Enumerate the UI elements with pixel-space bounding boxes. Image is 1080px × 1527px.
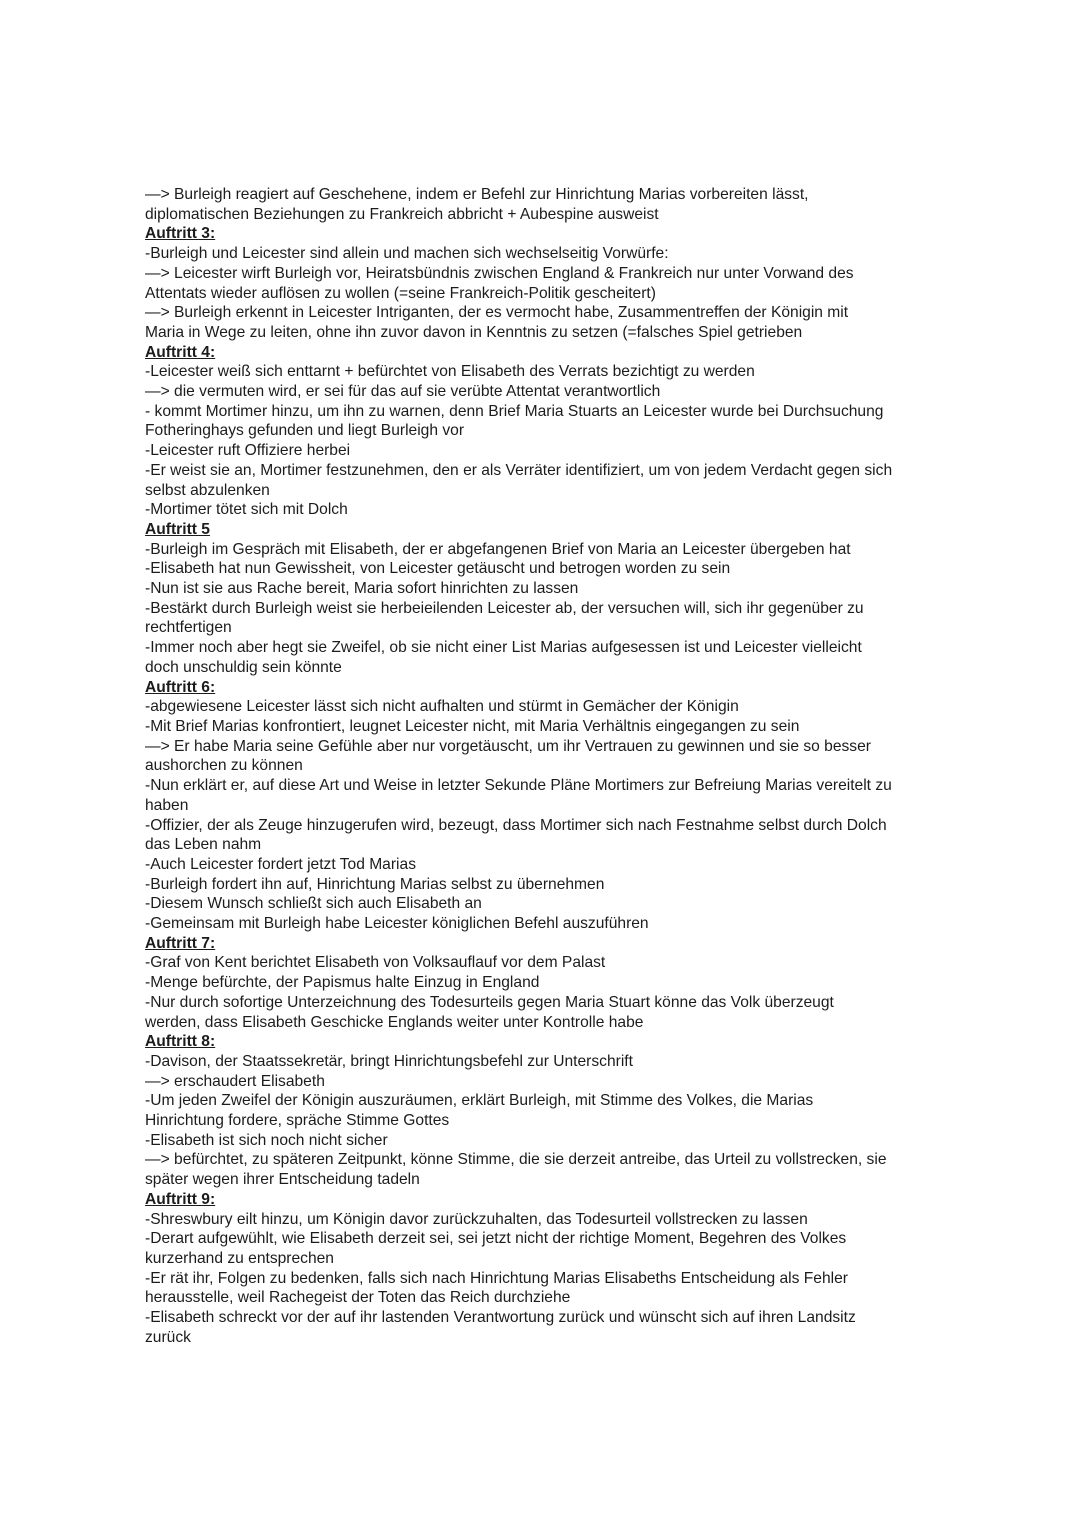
text-line: -Auch Leicester fordert jetzt Tod Marias [145, 855, 416, 873]
text-line: -Mit Brief Marias konfrontiert, leugnet Leicester nicht, mit Maria Verhältnis eingegangen zu sein [145, 717, 800, 735]
section-auftritt-7 [145, 934, 945, 1033]
text-line: —> befürchtet, zu späteren Zeitpunkt, könne Stimme, die sie derzeit antreibe, das Urteil zu vollstrecken, sie [145, 1151, 887, 1169]
text-line: —> Burleigh erkennt in Leicester Intriganten, der es vermocht habe, Zusammentreffen der Königin mit [145, 304, 849, 322]
document-page [145, 185, 945, 1347]
section-heading: Auftritt 6: [145, 678, 216, 696]
section-heading: Auftritt 8: [145, 1033, 216, 1051]
text-line: -Diesem Wunsch schließt sich auch Elisabeth an [145, 895, 482, 913]
text-line: -Offizier, der als Zeuge hinzugerufen wird, bezeugt, dass Mortimer sich nach Festnahme selbst durch Dolch [145, 816, 887, 834]
section-auftritt-4 [145, 343, 945, 520]
text-line: aushorchen zu können [145, 757, 303, 775]
text-line: -Leicester weiß sich enttarnt + befürchtet von Elisabeth des Verrats bezichtigt zu werden [145, 363, 755, 381]
text-line: —> die vermuten wird, er sei für das auf sie verübte Attentat verantwortlich [145, 383, 661, 401]
text-line: -Bestärkt durch Burleigh weist sie herbeieilenden Leicester ab, der versuchen will, sich ihr gegenüber zu [145, 599, 864, 617]
section-heading: Auftritt 9: [145, 1190, 216, 1208]
text-line: selbst abzulenken [145, 481, 270, 499]
text-line: -Immer noch aber hegt sie Zweifel, ob sie nicht einer List Marias aufgesessen ist und Leicester vielleicht [145, 639, 862, 657]
text-line: -Elisabeth schreckt vor der auf ihr lastenden Verantwortung zurück und wünscht sich auf ihren Landsitz [145, 1309, 856, 1327]
text-line: haben [145, 796, 189, 814]
text-line: -Er rät ihr, Folgen zu bedenken, falls sich nach Hinrichtung Marias Elisabeths Entscheidung als Fehler [145, 1269, 848, 1287]
text-line: werden, dass Elisabeth Geschicke Englands weiter unter Kontrolle habe [145, 1013, 644, 1031]
text-line: —> Leicester wirft Burleigh vor, Heiratsbündnis zwischen England & Frankreich nur unter Vorwand des [145, 264, 854, 282]
text-line: -Graf von Kent berichtet Elisabeth von Volksauflauf vor dem Palast [145, 954, 606, 972]
text-line: -Burleigh fordert ihn auf, Hinrichtung Marias selbst zu übernehmen [145, 875, 605, 893]
section-auftritt-8 [145, 1032, 945, 1190]
text-line: -Shreswbury eilt hinzu, um Königin davor zurückzuhalten, das Todesurteil vollstrecken zu lassen [145, 1210, 808, 1228]
text-line: rechtfertigen [145, 619, 232, 637]
section-auftritt-6 [145, 678, 945, 934]
section-heading: Auftritt 3: [145, 225, 216, 243]
text-line: kurzerhand zu entsprechen [145, 1249, 334, 1267]
text-line: -Nun erklärt er, auf diese Art und Weise in letzter Sekunde Pläne Mortimers zur Befreiung Marias vereitelt zu [145, 777, 892, 795]
text-line: -Elisabeth ist sich noch nicht sicher [145, 1131, 388, 1149]
text-line: -Burleigh im Gespräch mit Elisabeth, der er abgefangenen Brief von Maria an Leicester übergeben hat [145, 540, 851, 558]
text-line: -Menge befürchte, der Papismus halte Einzug in England [145, 974, 540, 992]
section-auftritt-9 [145, 1190, 945, 1348]
section-heading: Auftritt 7: [145, 934, 216, 952]
text-line: -Davison, der Staatssekretär, bringt Hinrichtungsbefehl zur Unterschrift [145, 1052, 633, 1070]
text-line: zurück [145, 1328, 191, 1346]
text-line: später wegen ihrer Entscheidung tadeln [145, 1171, 420, 1189]
text-line: —> Burleigh reagiert auf Geschehene, indem er Befehl zur Hinrichtung Marias vorbereiten lässt, [145, 186, 809, 203]
text-line: -Burleigh und Leicester sind allein und machen sich wechselseitig Vorwürfe: [145, 245, 669, 263]
section-auftritt-5 [145, 520, 945, 678]
section-auftritt-3 [145, 224, 945, 342]
text-line: —> Er habe Maria seine Gefühle aber nur vorgetäuscht, um ihr Vertrauen zu gewinnen und sie so besser [145, 737, 871, 755]
text-line: - kommt Mortimer hinzu, um ihn zu warnen, denn Brief Maria Stuarts an Leicester wurde bei Durchsuchung [145, 402, 884, 420]
text-line: -Um jeden Zweifel der Königin auszuräumen, erklärt Burleigh, mit Stimme des Volkes, die Marias [145, 1092, 814, 1110]
text-line: -Nun ist sie aus Rache bereit, Maria sofort hinrichten zu lassen [145, 580, 579, 598]
intro-section [145, 185, 945, 224]
text-line: -Er weist sie an, Mortimer festzunehmen, den er als Verräter identifiziert, um von jedem Verdacht gegen sich [145, 461, 893, 479]
text-line: das Leben nahm [145, 836, 262, 854]
text-line: -abgewiesene Leicester lässt sich nicht aufhalten und stürmt in Gemächer der Königin [145, 698, 739, 716]
text-line: -Elisabeth hat nun Gewissheit, von Leicester getäuscht und betrogen worden zu sein [145, 560, 731, 578]
text-line: -Derart aufgewühlt, wie Elisabeth derzeit sei, sei jetzt nicht der richtige Moment, Begehren des Volkes [145, 1230, 847, 1248]
text-line: Fotheringhays gefunden und liegt Burleigh vor [145, 422, 465, 440]
text-line: -Mortimer tötet sich mit Dolch [145, 501, 348, 519]
text-line: doch unschuldig sein könnte [145, 658, 342, 676]
text-line: Maria in Wege zu leiten, ohne ihn zuvor davon in Kenntnis zu setzen (=falsches Spiel getrieben [145, 323, 803, 341]
section-heading: Auftritt 4: [145, 343, 216, 361]
text-line: herausstelle, weil Rachegeist der Toten das Reich durchziehe [145, 1289, 571, 1307]
text-line: Attentats wieder auflösen zu wollen (=seine Frankreich-Politik gescheitert) [145, 284, 656, 302]
section-heading: Auftritt 5 [145, 520, 210, 538]
text-line: -Nur durch sofortige Unterzeichnung des Todesurteils gegen Maria Stuart könne das Volk überzeugt [145, 993, 834, 1011]
text-line: diplomatischen Beziehungen zu Frankreich abbricht + Aubespine ausweist [145, 205, 659, 223]
text-line: —> erschaudert Elisabeth [145, 1072, 325, 1090]
text-line: -Gemeinsam mit Burleigh habe Leicester königlichen Befehl auszuführen [145, 915, 649, 933]
text-line: Hinrichtung fordere, spräche Stimme Gottes [145, 1112, 450, 1130]
text-line: -Leicester ruft Offiziere herbei [145, 442, 351, 460]
